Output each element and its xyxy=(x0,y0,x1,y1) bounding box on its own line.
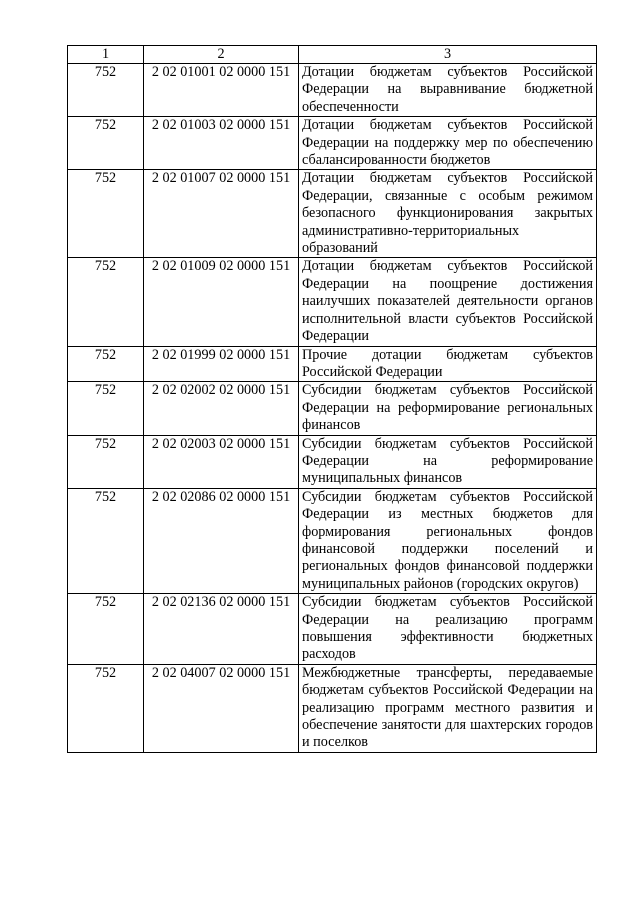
table-row xyxy=(68,594,597,665)
table-row xyxy=(68,64,597,117)
admin-code-cell: 752 xyxy=(68,117,144,170)
revenue-name-cell: Прочие дотации бюджетам субъектов Российской Федерации xyxy=(299,346,597,382)
admin-code-cell: 752 xyxy=(68,664,144,752)
revenue-code-cell: 2 02 02002 02 0000 151 xyxy=(144,382,299,435)
table-row xyxy=(68,117,597,170)
admin-code-cell: 752 xyxy=(68,488,144,593)
revenue-code-cell: 2 02 04007 02 0000 151 xyxy=(144,664,299,752)
table-row xyxy=(68,170,597,258)
revenue-name-cell: Дотации бюджетам субъектов Российской Федерации на поощрение достижения наилучших показателей деятельности органов исполнительной власти субъектов Российской Федерации xyxy=(299,258,597,346)
revenue-code-cell: 2 02 01003 02 0000 151 xyxy=(144,117,299,170)
revenue-code-cell: 2 02 01007 02 0000 151 xyxy=(144,170,299,258)
revenue-code-cell: 2 02 01009 02 0000 151 xyxy=(144,258,299,346)
revenue-name-cell: Субсидии бюджетам субъектов Российской Федерации на реализацию программ повышения эффективности бюджетных расходов xyxy=(299,594,597,665)
column-header-2: 2 xyxy=(144,46,299,64)
table-row xyxy=(68,258,597,346)
revenue-code-cell: 2 02 01999 02 0000 151 xyxy=(144,346,299,382)
revenue-name-cell: Дотации бюджетам субъектов Российской Федерации на выравнивание бюджетной обеспеченности xyxy=(299,64,597,117)
admin-code-cell: 752 xyxy=(68,64,144,117)
column-header-3: 3 xyxy=(299,46,597,64)
revenue-name-cell: Субсидии бюджетам субъектов Российской Федерации из местных бюджетов для формирования региональных фондов финансовой поддержки поселений и региональных фондов финансовой поддержки муниципальных районов (городских округов) xyxy=(299,488,597,593)
admin-code-cell: 752 xyxy=(68,435,144,488)
admin-code-cell: 752 xyxy=(68,346,144,382)
admin-code-cell: 752 xyxy=(68,382,144,435)
admin-code-cell: 752 xyxy=(68,594,144,665)
table-row xyxy=(68,346,597,382)
column-header-1: 1 xyxy=(68,46,144,64)
budget-revenue-table xyxy=(67,45,597,753)
revenue-code-cell: 2 02 02136 02 0000 151 xyxy=(144,594,299,665)
table-row xyxy=(68,488,597,593)
revenue-name-cell: Дотации бюджетам субъектов Российской Федерации, связанные с особым режимом безопасного функционирования закрытых административно-территориальных образований xyxy=(299,170,597,258)
revenue-code-cell: 2 02 02003 02 0000 151 xyxy=(144,435,299,488)
revenue-code-cell: 2 02 01001 02 0000 151 xyxy=(144,64,299,117)
revenue-code-cell: 2 02 02086 02 0000 151 xyxy=(144,488,299,593)
header-row xyxy=(68,46,597,64)
revenue-name-cell: Субсидии бюджетам субъектов Российской Федерации на реформирование региональных финансов xyxy=(299,382,597,435)
table-row xyxy=(68,382,597,435)
revenue-name-cell: Субсидии бюджетам субъектов Российской Федерации на реформирование муниципальных финансов xyxy=(299,435,597,488)
revenue-name-cell: Межбюджетные трансферты, передаваемые бюджетам субъектов Российской Федерации на реализацию программ местного развития и обеспечение занятости для шахтерских городов и поселков xyxy=(299,664,597,752)
admin-code-cell: 752 xyxy=(68,170,144,258)
admin-code-cell: 752 xyxy=(68,258,144,346)
revenue-name-cell: Дотации бюджетам субъектов Российской Федерации на поддержку мер по обеспечению сбалансированности бюджетов xyxy=(299,117,597,170)
table-row xyxy=(68,664,597,752)
table-row xyxy=(68,435,597,488)
